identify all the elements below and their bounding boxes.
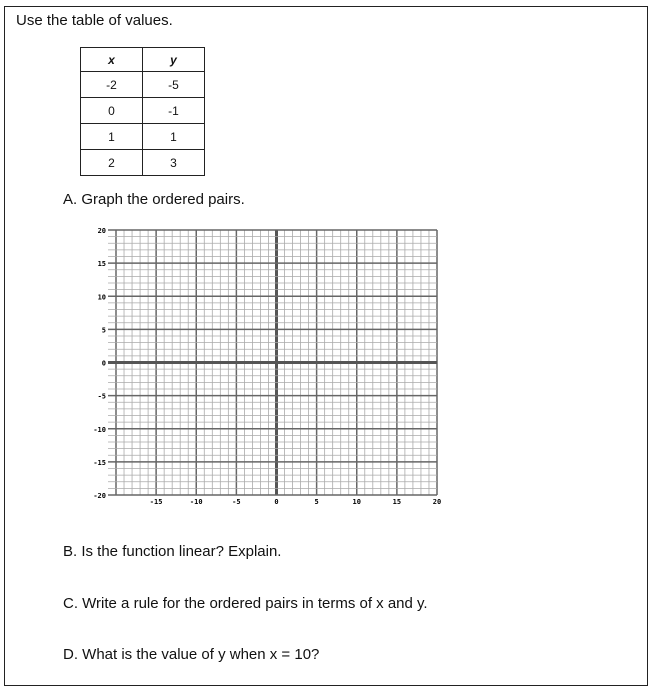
question-b: B. Is the function linear? Explain. xyxy=(63,543,282,560)
cell: 3 xyxy=(143,150,205,176)
header-y: y xyxy=(143,48,205,72)
tick-label: -5 xyxy=(232,498,241,506)
tick-label: 20 xyxy=(432,498,442,506)
cell: 2 xyxy=(81,150,143,176)
tick-label: 20 xyxy=(97,227,106,235)
coordinate-grid[interactable] xyxy=(90,222,450,517)
cell: -1 xyxy=(143,98,205,124)
intro-text: Use the table of values. xyxy=(16,12,173,29)
tick-label: -20 xyxy=(93,492,106,500)
tick-label: 10 xyxy=(352,498,361,506)
tick-label: -15 xyxy=(149,498,163,506)
cell: 1 xyxy=(143,124,205,150)
tick-label: 15 xyxy=(97,260,106,269)
tick-label: 10 xyxy=(97,293,106,302)
cell: -5 xyxy=(143,72,205,98)
cell: 0 xyxy=(81,98,143,124)
values-table xyxy=(80,47,205,176)
cell: -2 xyxy=(81,72,143,98)
tick-label: -5 xyxy=(97,392,106,401)
tick-label: 0 xyxy=(101,359,106,368)
tick-label: 0 xyxy=(274,498,279,506)
tick-label: -15 xyxy=(93,458,106,467)
tick-label: -10 xyxy=(189,498,203,506)
tick-label: 5 xyxy=(314,498,319,506)
header-x: x xyxy=(81,48,143,72)
tick-label: -10 xyxy=(93,425,106,434)
cell: 1 xyxy=(81,124,143,150)
question-d: D. What is the value of y when x = 10? xyxy=(63,646,320,663)
tick-label: 5 xyxy=(101,326,106,335)
question-a: A. Graph the ordered pairs. xyxy=(63,191,245,208)
question-c: C. Write a rule for the ordered pairs in terms of x and y. xyxy=(63,595,428,612)
tick-label: 15 xyxy=(392,498,402,506)
